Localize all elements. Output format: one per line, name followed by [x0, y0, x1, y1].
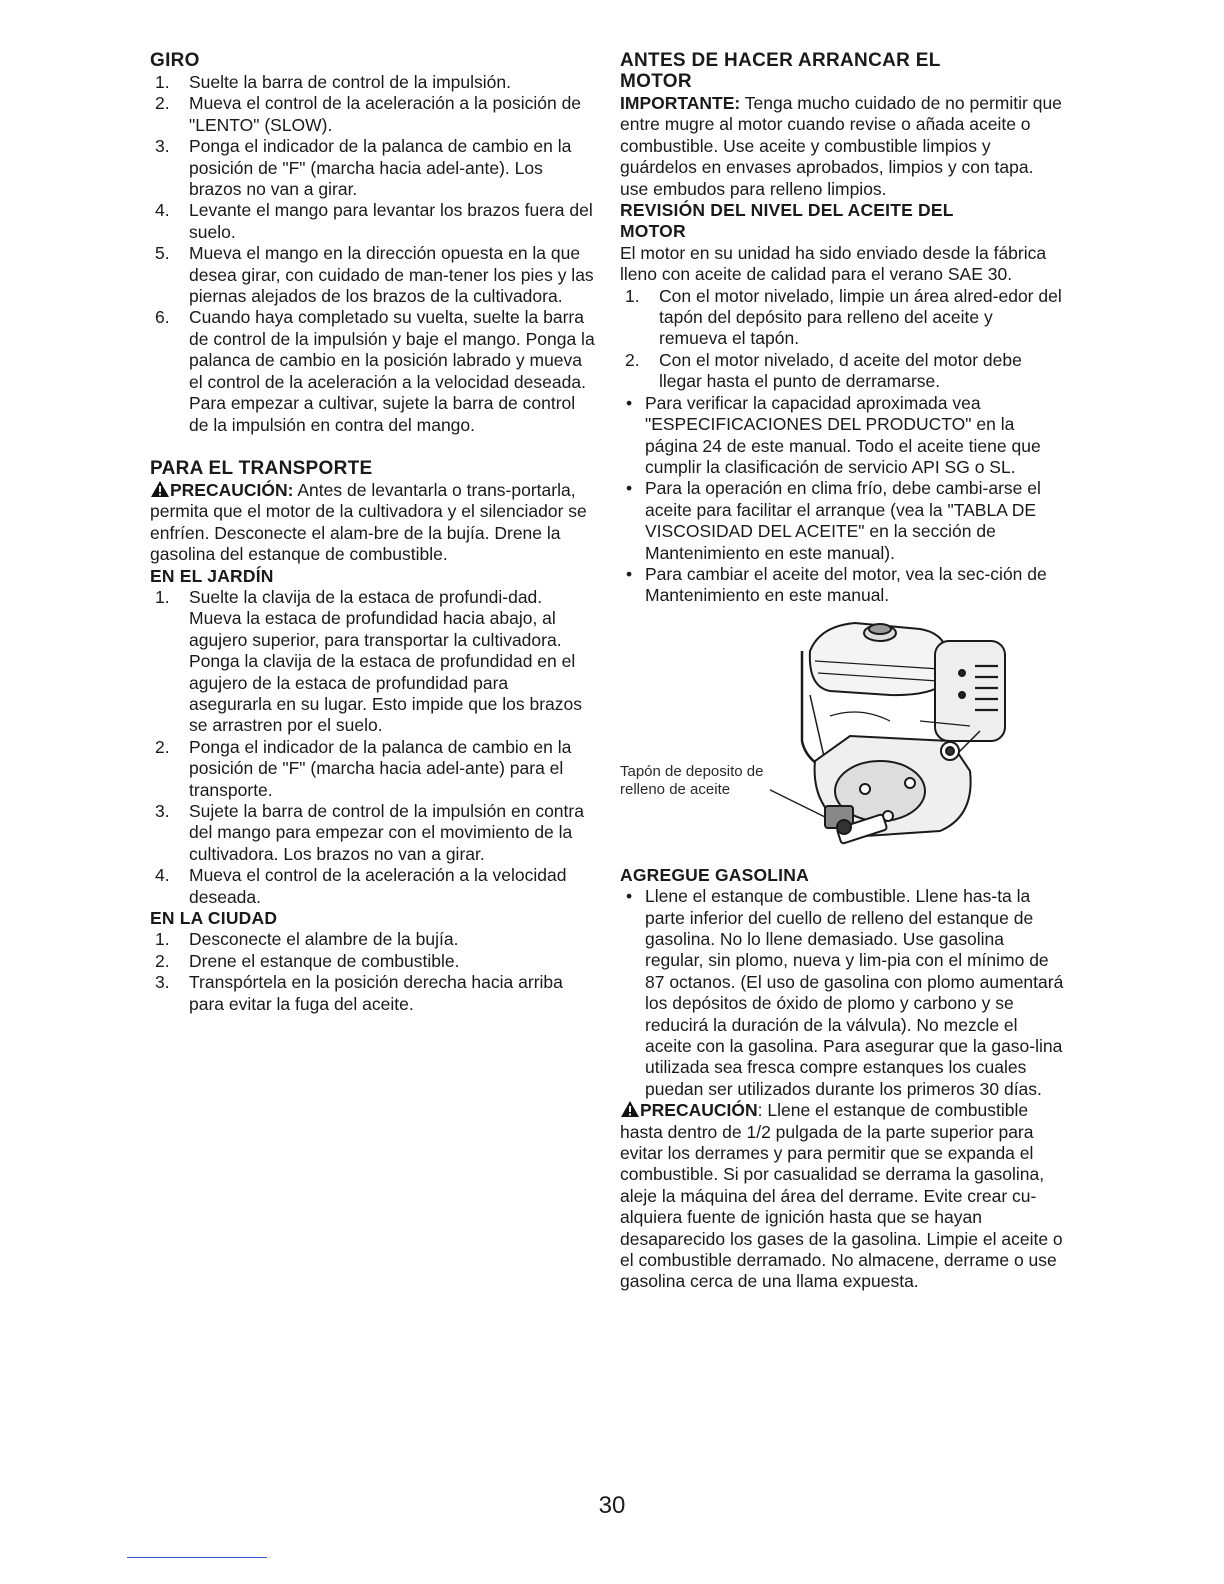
ciudad-steps [150, 929, 595, 1015]
list-item: 3. Sujete la barra de control de la impulsión en contra del mango para empezar con el movimiento de la cultivadora. Los brazos no van a girar. [155, 801, 584, 864]
subsection-title-revision: REVISIÓN DEL NIVEL DEL ACEITE DEL MOTOR [620, 200, 954, 242]
warning-triangle-icon [620, 1100, 640, 1118]
list-item: 1. Suelte la barra de control de la impulsión. [155, 72, 511, 92]
list-item: 3. Transpórtela en la posición derecha hacia arriba para evitar la fuga del aceite. [155, 972, 563, 1014]
list-item: 1. Suelte la clavija de la estaca de profundi-dad. Mueva la estaca de profundidad hacia abajo, al agujero superior, para transportar la cultivadora. Ponga la clavija de la estaca de profundidad en el agujero de la estaca de profundidad para asegurarla en su lugar. Esto impide que los brazos se arrastren por el suelo. [155, 586, 583, 736]
list-item: • Para la operación en clima frío, debe cambi-arse el aceite para facilitar el arranque (vea la "TABLA DE VISCOSIDAD DEL ACEITE" en la sección de Mantenimiento en este manual). [626, 478, 1041, 563]
jardin-steps [150, 587, 595, 908]
giro-steps [150, 72, 595, 436]
caution-label: PRECAUCIÓN: [170, 479, 294, 500]
important-note: IMPORTANTE: Tenga mucho cuidado de no permitir que entre mugre al motor cuando revise o añada aceite o combustible. Use aceite y combustible limpios y guárdelos en envases aprobados, limpios y con tapa. use embudos para relleno limpios. [620, 93, 1062, 199]
list-item: 3. Ponga el indicador de la palanca de cambio en la posición de "F" (marcha hacia adel-ante). Los brazos no van a girar. [155, 136, 572, 200]
section-title-antes: ANTES DE HACER ARRANCAR EL MOTOR [620, 50, 941, 92]
list-item: 2. Con el motor nivelado, d aceite del motor debe llegar hasta el punto de derramarse. [625, 349, 1022, 392]
footer-divider [127, 1557, 267, 1558]
gasolina-bullets [620, 886, 1065, 1100]
list-item: 4. Levante el mango para levantar los brazos fuera del suelo. [155, 200, 593, 242]
list-item: 6. Cuando haya completado su vuelta, suelte la barra de control de la impulsión y baje el mango. Ponga la palanca de cambio en la posición labrado y mueva el control de la aceleración a la velocidad deseada. Para empezar a cultivar, sujete la barra de control de la impulsión en contra del mango. [155, 307, 595, 435]
gasolina-caution: PRECAUCIÓN: Llene el estanque de combustible hasta dentro de 1/2 pulgada de la parte superior para evitar los derrames y para permitir que se expanda el combustible. Si por casualidad se derrama la gasolina, aleje la máquina del área del derrame. Evite crear cu-alquiera fuente de ignición hasta que se hayan desaparecido los gases de la gasolina. Limpie el aceite o el combustible derramado. No almacene, derrame o use gasolina cerca de una llama expuesta. [620, 1100, 1063, 1292]
engine-figure [620, 611, 1065, 859]
list-item: • Llene el estanque de combustible. Llene has-ta la parte inferior del cuello de relleno del estanque de gasolina. No lo llene demasiado. Use gasolina regular, sin plomo, nueva y lim-pia con el mínimo de 87 octanos. (El uso de gasolina con plomo aumentará los depósitos de óxido de plomo y carbono y se reducirá la duración de la válvula). No mezcle el aceite con la gasolina. Para asegurar que la gaso-lina utilizada sea fresca compre estanques los cuales puedan ser utilizados durante los primeros 30 días. [626, 886, 1064, 1099]
caution-label: PRECAUCIÓN [640, 1100, 758, 1121]
revision-intro: El motor en su unidad ha sido enviado desde la fábrica lleno con aceite de calidad para el verano SAE 30. [620, 242, 1047, 285]
list-item: 1. Desconecte el alambre de la bujía. [155, 929, 459, 950]
left-column [150, 50, 595, 1015]
right-column [620, 50, 1065, 1293]
subsection-title-gasolina: AGREGUE GASOLINA [620, 864, 809, 885]
list-item: 4. Mueva el control de la aceleración a la velocidad deseada. [155, 865, 567, 907]
list-item: 5. Mueva el mango en la dirección opuesta en la que desea girar, con cuidado de man-tener los pies y las piernas alejados de los brazos de la cultivadora. [155, 243, 594, 307]
list-item: • Para cambiar el aceite del motor, vea la sec-ción de Mantenimiento en este manual. [626, 563, 1047, 606]
revision-bullets [620, 393, 1065, 607]
section-title-transporte: PARA EL TRANSPORTE [150, 457, 373, 479]
list-item: 2. Drene el estanque de combustible. [155, 950, 460, 971]
subsection-title-ciudad: EN LA CIUDAD [150, 908, 278, 929]
list-item: 2. Ponga el indicador de la palanca de cambio en la posición de "F" (marcha hacia adel-ante) para el transporte. [155, 736, 572, 800]
figure-callout-label: Tapón de deposito de relleno de aceite [620, 762, 764, 798]
warning-triangle-icon [150, 480, 170, 498]
page-number: 30 [598, 1492, 626, 1519]
revision-steps [620, 286, 1065, 393]
list-item: • Para verificar la capacidad aproximada vea "ESPECIFICACIONES DEL PRODUCTO" en la página 24 de este manual. Todo el aceite tiene que cumplir la clasificación de servicio API SG o SL. [626, 392, 1041, 477]
engine-illustration [770, 611, 1020, 859]
list-item: 1. Con el motor nivelado, limpie un área alred-edor del tapón del depósito para relleno del aceite y remueva el tapón. [625, 285, 1062, 349]
list-item: 2. Mueva el control de la aceleración a la posición de "LENTO" (SLOW). [155, 93, 582, 135]
section-title-giro: GIRO [150, 50, 200, 71]
transporte-caution: PRECAUCIÓN: Antes de levantarla o trans-portarla, permita que el motor de la cultivadora y el silenciador se enfríen. Desconecte el alam-bre de la bujía. Drene la gasolina del estanque de combustible. [150, 479, 587, 565]
subsection-title-jardin: EN EL JARDÍN [150, 565, 274, 586]
